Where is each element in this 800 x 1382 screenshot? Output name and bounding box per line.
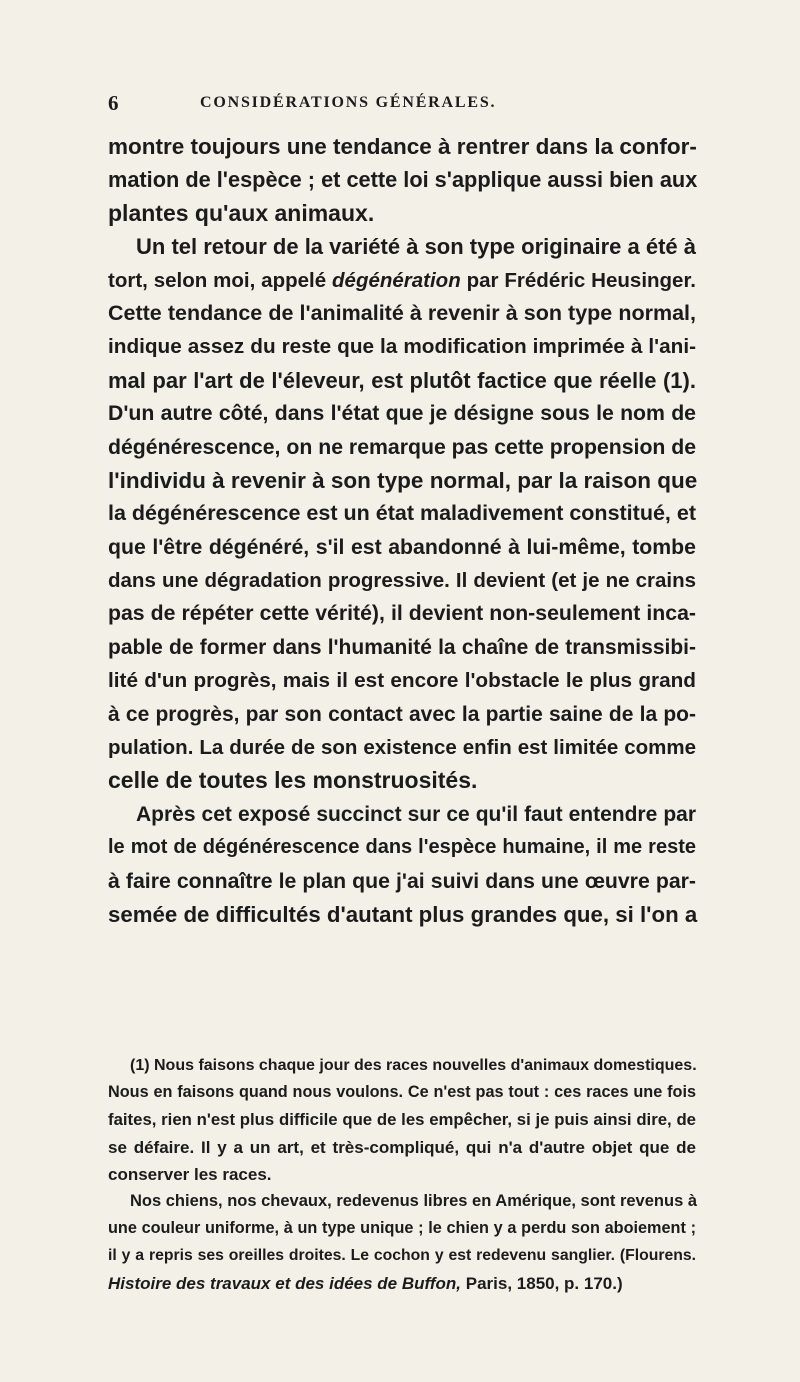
footnotes: [108, 1052, 696, 1297]
page-number: 6: [108, 91, 120, 115]
footnote-line: Nous en faisons quand nous voulons. Ce n'est pas tout : ces races une fois: [108, 1083, 696, 1102]
text-line: Un tel retour de la variété à son type originaire a été à: [136, 234, 696, 260]
text-line: [108, 264, 696, 297]
text-line: pable de former dans l'humanité la chaîne de transmissibi-: [108, 635, 696, 659]
text-segment: par Frédéric Heusinger.: [466, 268, 696, 292]
page-header: [108, 91, 693, 121]
text-line: que l'être dégénéré, s'il est abandonné à lui-même, tombe: [108, 534, 696, 559]
footnote-line: [108, 1270, 696, 1297]
footnote-line: Nos chiens, nos chevaux, redevenus libres en Amérique, sont revenus à: [130, 1191, 698, 1210]
text-line: pulation. La durée de son existence enfin est limitée comme: [108, 736, 696, 760]
text-line: la dégénérescence est un état maladivement constitué, et: [108, 501, 696, 526]
text-line: lité d'un progrès, mais il est encore l'obstacle le plus grand: [108, 669, 696, 693]
citation-title: Histoire des travaux et des idées de Buffon,: [108, 1273, 462, 1293]
running-head: CONSIDÉRATIONS GÉNÉRALES.: [200, 94, 497, 111]
italic-term: dégénération: [332, 268, 461, 292]
text-line: D'un autre côté, dans l'état que je désigne sous le nom de: [108, 401, 696, 426]
text-line: montre toujours une tendance à rentrer dans la confor-: [108, 134, 697, 159]
text-line: indique assez du reste que la modification imprimée à l'ani-: [108, 335, 696, 359]
text-line: Après cet exposé succinct sur ce qu'il faut entendre par: [136, 802, 696, 826]
body-text: [108, 130, 696, 931]
footnote-line: faites, rien n'est plus difficile que de les empêcher, si je puis ainsi dire, de: [108, 1110, 696, 1130]
text-line: l'individu à revenir à son type normal, par la raison que: [108, 467, 698, 493]
footnote-line: une couleur uniforme, à un type unique ; le chien y a perdu son aboiement ;: [108, 1219, 696, 1238]
text-line: mation de l'espèce ; et cette loi s'applique aussi bien aux: [108, 167, 698, 193]
text-line: mal par l'art de l'éleveur, est plutôt factice que réelle (1).: [108, 367, 696, 393]
text-line: Cette tendance de l'animalité à revenir à son type normal,: [108, 300, 696, 325]
text-line: le mot de dégénérescence dans l'espèce humaine, il me reste: [108, 836, 696, 859]
footnote-line: (1) Nous faisons chaque jour des races nouvelles d'animaux domestiques.: [130, 1057, 697, 1074]
footnote-line: se défaire. Il y a un art, et très-compliqué, qui n'a d'autre objet que de: [108, 1137, 696, 1157]
citation-details: Paris, 1850, p. 170.): [465, 1273, 623, 1293]
text-line: dans une dégradation progressive. Il devient (et je ne crains: [108, 569, 696, 593]
text-line: à ce progrès, par son contact avec la partie saine de la po-: [108, 702, 696, 726]
text-line: celle de toutes les monstruosités.: [108, 767, 478, 794]
footnote-line: il y a repris ses oreilles droites. Le cochon y est redevenu sanglier. (Flourens.: [108, 1247, 696, 1265]
text-segment: tort, selon moi, appelé: [108, 268, 327, 292]
text-line: dégénérescence, on ne remarque pas cette propension de: [108, 434, 697, 459]
text-line: plantes qu'aux animaux.: [108, 199, 375, 226]
text-line: semée de difficultés d'autant plus grandes que, si l'on a: [108, 901, 698, 927]
footnote-line: conserver les races.: [108, 1164, 272, 1184]
text-line: pas de répéter cette vérité), il devient non-seulement inca-: [108, 601, 696, 626]
text-line: à faire connaître le plan que j'ai suivi dans une œuvre par-: [108, 868, 696, 893]
